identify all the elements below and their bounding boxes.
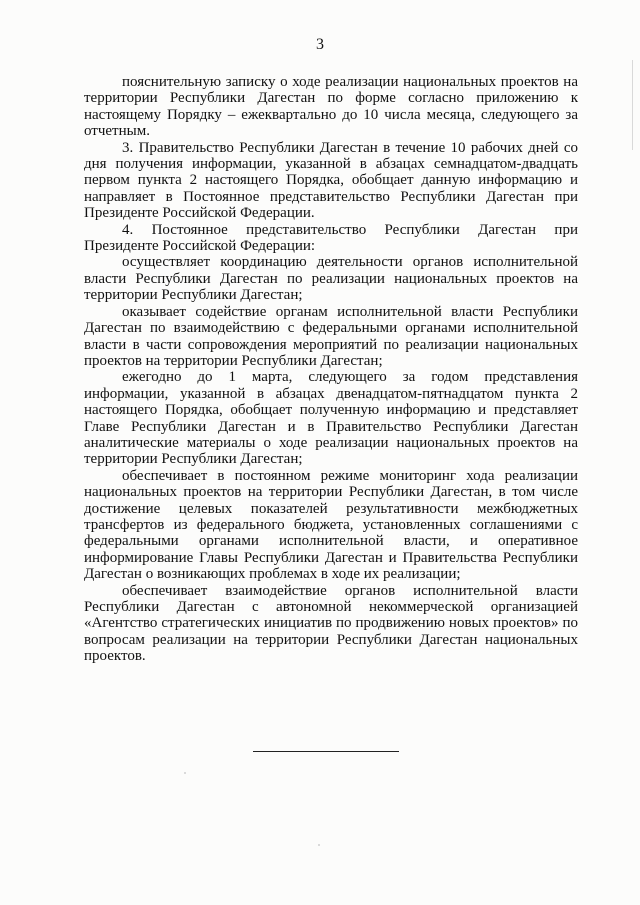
paragraph-item-4: 4. Постоянное представительство Республики Дагестан при Президенте Российской Федерации: <box>84 221 578 255</box>
paragraph-item-3: 3. Правительство Республики Дагестан в течение 10 рабочих дней со дня получения информации, указанной в абзацах семнадцатом-двадцать первом пункта 2 настоящего Порядка, обобщает данную информацию и направляет в Постоянное представительство Республики Дагестан при Президенте Российской Федерации. <box>84 139 578 222</box>
paragraph-annual-report: ежегодно до 1 марта, следующего за годом представления информации, указанной в абзацах двенадцатом-пятнадцатом пункта 2 настоящего Порядка, обобщает полученную информацию и представляет Главе Республики Дагестан и в Правительство Республики Дагестан аналитические материалы о ходе реализации национальных проектов на территории Республики Дагестан; <box>84 369 578 468</box>
paragraph-interaction: обеспечивает взаимодействие органов исполнительной власти Республики Дагестан с автономной некоммерческой организацией «Агентство стратегических инициатив по продвижению новых проектов» по вопросам реализации на территории Республики Дагестан национальных проектов. <box>84 582 578 665</box>
scan-speck <box>318 844 320 846</box>
paragraph-coordination: осуществляет координацию деятельности органов исполнительной власти Республики Дагестан по реализации национальных проектов на территории Республики Дагестан; <box>84 254 578 304</box>
paragraph-monitoring: обеспечивает в постоянном режиме мониторинг хода реализации национальных проектов на территории Республики Дагестан, в том числе достижение целевых показателей результативности межбюджетных трансфертов из федерального бюджета, установленных соглашениями с федеральными органами исполнительной власти, и оперативное информирование Главы Республики Дагестан и Правительства Республики Дагестан о возникающих проблемах в ходе их реализации; <box>84 467 578 583</box>
scan-speck <box>184 772 186 774</box>
paragraph-assistance: оказывает содействие органам исполнительной власти Республики Дагестан по взаимодействию с федеральными органами исполнительной власти в части сопровождения мероприятий по реализации национальных проектов на территории Республики Дагестан; <box>84 303 578 369</box>
paragraph-explanatory-note: пояснительную записку о ходе реализации национальных проектов на территории Республики Дагестан по форме согласно приложению к настоящему Порядку – ежеквартально до 10 числа месяца, следующего за отчетным. <box>84 74 578 140</box>
end-of-document-rule <box>253 751 399 752</box>
page-number: 3 <box>316 36 324 53</box>
document-body <box>84 74 578 665</box>
scan-edge-mark <box>632 60 633 150</box>
